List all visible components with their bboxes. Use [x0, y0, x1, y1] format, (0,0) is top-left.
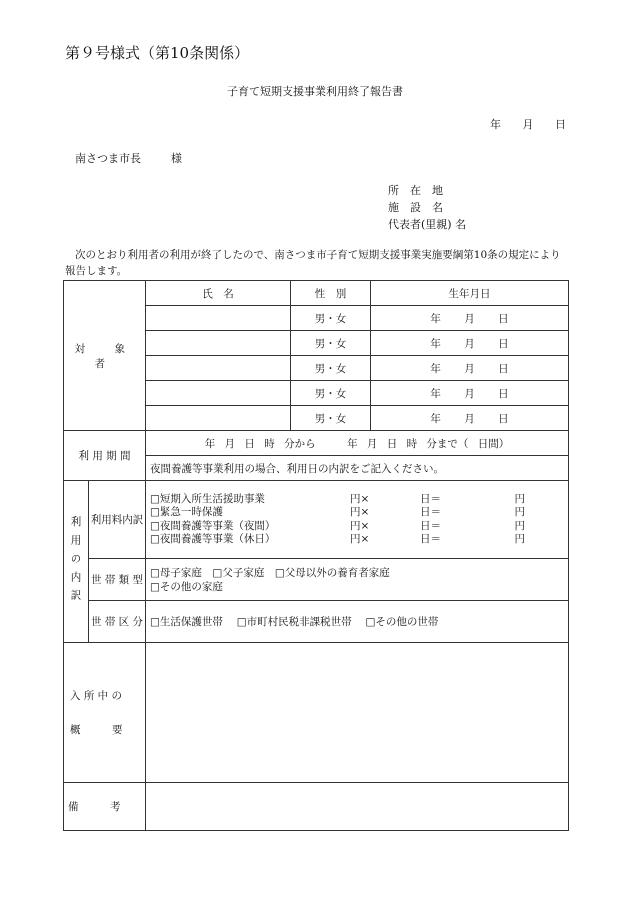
facility-label: 施 設 名	[388, 201, 443, 214]
overview-label-line: 概 要	[70, 723, 123, 736]
addressee	[75, 150, 182, 166]
period-note: 夜間養護等事業利用の場合、利用日の内訳をご記入ください。	[146, 456, 569, 481]
household-type-options[interactable]	[146, 559, 569, 601]
household-class-label: 世 帯 区 分	[89, 601, 146, 643]
overview-label	[64, 643, 146, 783]
overview-field[interactable]	[146, 643, 569, 783]
name-header: 氏 名	[146, 281, 291, 306]
period-label: 利 用 期 間	[64, 431, 146, 481]
birth-cell[interactable]: 年 月 日	[371, 356, 569, 381]
birth-cell[interactable]: 年 月 日	[371, 406, 569, 431]
gender-cell[interactable]: 男・女	[291, 381, 371, 406]
fee-days: 日＝	[420, 533, 441, 545]
birth-header: 生年月日	[371, 281, 569, 306]
fee-days: 日＝	[420, 506, 441, 518]
name-cell[interactable]	[146, 381, 291, 406]
fee-total: 円	[514, 519, 525, 532]
fee-name[interactable]: □短期入所生活援助事業	[150, 492, 265, 505]
household-type-label: 世 帯 類 型	[89, 559, 146, 601]
household-type-line[interactable]: □母子家庭 □父子家庭 □父母以外の養育者家庭	[150, 566, 390, 579]
fee-yen: 円×	[350, 506, 370, 518]
date-line[interactable]: 年 月 日	[490, 118, 566, 131]
fee-total: 円	[514, 492, 525, 505]
intro-paragraph: 次のとおり利用者の利用が終了したので、南さつま市子育て短期支援事業実施要綱第10条の規定により報告します。	[65, 249, 561, 277]
gender-cell[interactable]: 男・女	[291, 356, 371, 381]
name-cell[interactable]	[146, 406, 291, 431]
birth-cell[interactable]: 年 月 日	[371, 381, 569, 406]
fee-breakdown	[146, 481, 569, 559]
name-cell[interactable]	[146, 331, 291, 356]
fee-name[interactable]: □夜間養護等事業（休日）	[150, 533, 276, 545]
remarks-field[interactable]	[146, 783, 569, 831]
addressee-suffix: 様	[171, 152, 182, 165]
period-text[interactable]: 年 月 日 時 分から 年 月 日 時 分まで（ 日間）	[146, 431, 569, 456]
fee-total: 円	[514, 533, 525, 545]
overview-label-line: 入 所 中 の	[70, 689, 123, 702]
fee-days: 日＝	[420, 519, 441, 532]
addressee-name: 南さつま市長	[75, 152, 141, 165]
gender-cell[interactable]: 男・女	[291, 331, 371, 356]
fee-name[interactable]: □緊急一時保護	[150, 506, 223, 518]
name-cell[interactable]	[146, 306, 291, 331]
remarks-label: 備 考	[64, 783, 146, 831]
address-label: 所 在 地	[388, 184, 443, 197]
representative-label: 代表者(里親) 名	[388, 218, 467, 231]
gender-header: 性 別	[291, 281, 371, 306]
document-title: 子育て短期支援事業利用終了報告書	[227, 85, 403, 98]
birth-cell[interactable]: 年 月 日	[371, 306, 569, 331]
household-type-line[interactable]: □その他の家庭	[150, 580, 223, 593]
report-table	[63, 280, 569, 831]
gender-cell[interactable]: 男・女	[291, 406, 371, 431]
household-class-options[interactable]: □生活保護世帯 □市町村民税非課税世帯 □その他の世帯	[146, 601, 569, 643]
fee-total: 円	[514, 506, 525, 518]
fee-yen: 円×	[350, 533, 370, 545]
subjects-label: 対 象 者	[64, 281, 146, 431]
fee-days: 日＝	[420, 492, 441, 505]
birth-cell[interactable]: 年 月 日	[371, 331, 569, 356]
usage-label: 利用の内訳	[64, 481, 89, 643]
fee-name[interactable]: □夜間養護等事業（夜間）	[150, 519, 276, 532]
name-cell[interactable]	[146, 356, 291, 381]
fee-yen: 円×	[350, 492, 370, 505]
fee-label: 利用料内訳	[89, 481, 146, 559]
fee-yen: 円×	[350, 519, 370, 532]
form-number: 第９号様式（第10条関係）	[65, 44, 250, 62]
gender-cell[interactable]: 男・女	[291, 306, 371, 331]
